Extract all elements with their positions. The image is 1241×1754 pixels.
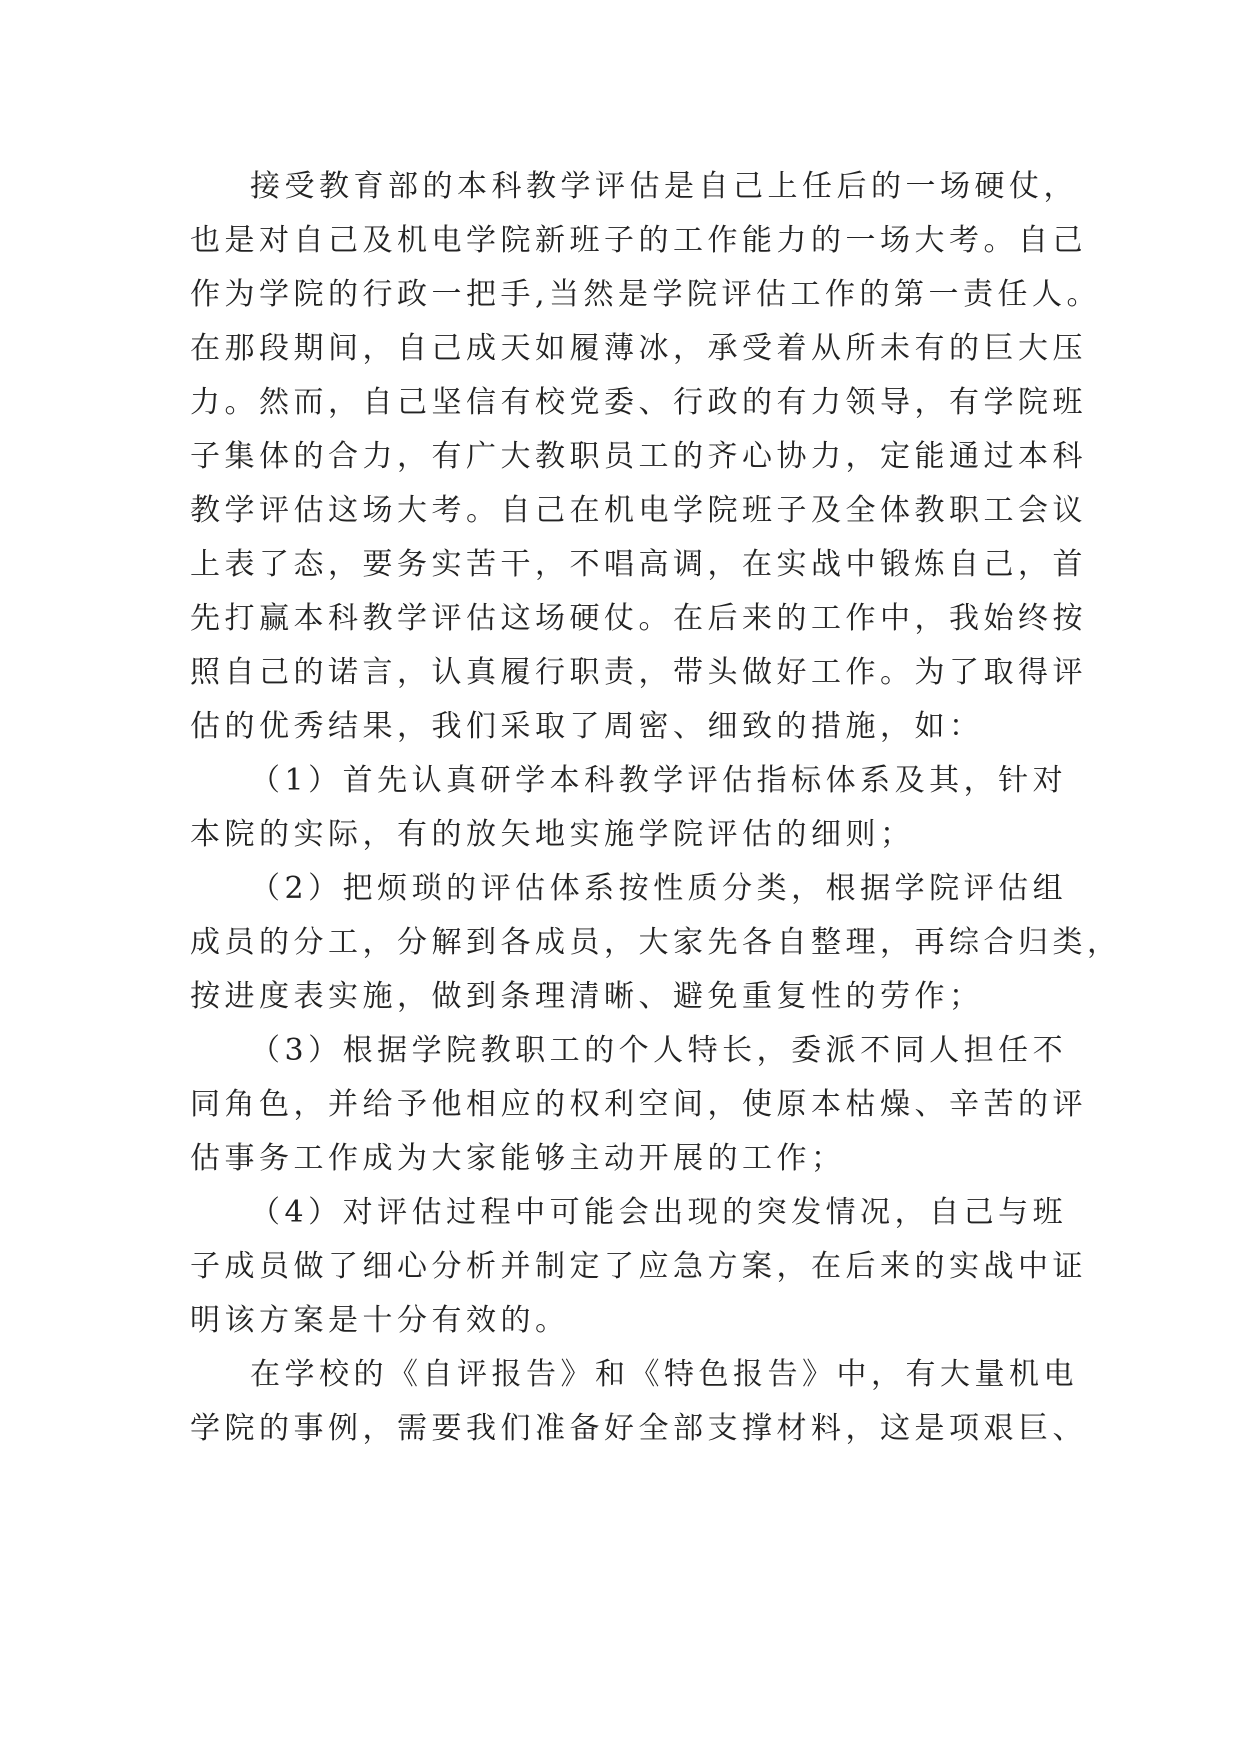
paragraph-line: 作为学院的行政一把手,当然是学院评估工作的第一责任人。 — [190, 277, 1102, 312]
list-item-line: 同角色，并给予他相应的权利空间，使原本枯燥、辛苦的评 — [190, 1087, 1087, 1122]
paragraph-line: 也是对自己及机电学院新班子的工作能力的一场大考。自己 — [190, 223, 1087, 258]
paragraph-line: 在学校的《自评报告》和《特色报告》中，有大量机电 — [250, 1357, 1078, 1392]
list-item-line: 子成员做了细心分析并制定了应急方案，在后来的实战中证 — [190, 1249, 1087, 1284]
list-item-line: （4）对评估过程中可能会出现的突发情况，自己与班 — [250, 1195, 1068, 1230]
paragraph-line: 估的优秀结果，我们采取了周密、细致的措施，如： — [190, 709, 984, 744]
paragraph-line: 接受教育部的本科教学评估是自己上任后的一场硬仗， — [250, 169, 1078, 204]
list-item-line: （3）根据学院教职工的个人特长，委派不同人担任不 — [250, 1033, 1068, 1068]
paragraph-line: 在那段期间，自己成天如履薄冰，承受着从所未有的巨大压 — [190, 331, 1087, 366]
paragraph-line: 教学评估这场大考。自己在机电学院班子及全体教职工会议 — [190, 493, 1087, 528]
list-item-line: 明该方案是十分有效的。 — [190, 1303, 570, 1338]
body-text — [190, 160, 1122, 1456]
paragraph-line: 学院的事例，需要我们准备好全部支撑材料，这是项艰巨、 — [190, 1411, 1087, 1446]
paragraph-line: 先打赢本科教学评估这场硬仗。在后来的工作中，我始终按 — [190, 601, 1087, 636]
paragraph-line: 上表了态，要务实苦干，不唱高调，在实战中锻炼自己，首 — [190, 547, 1087, 582]
list-item-line: （1）首先认真研学本科教学评估指标体系及其，针对 — [250, 763, 1068, 798]
list-item-line: （2）把烦琐的评估体系按性质分类，根据学院评估组 — [250, 871, 1068, 906]
paragraph-line: 子集体的合力，有广大教职员工的齐心协力，定能通过本科 — [190, 439, 1087, 474]
paragraph-line: 力。然而，自己坚信有校党委、行政的有力领导，有学院班 — [190, 385, 1087, 420]
list-item-line: 估事务工作成为大家能够主动开展的工作； — [190, 1141, 846, 1176]
paragraph-line: 照自己的诺言，认真履行职责，带头做好工作。为了取得评 — [190, 655, 1087, 690]
list-item-line: 按进度表实施，做到条理清晰、避免重复性的劳作； — [190, 979, 984, 1014]
list-item-line: 本院的实际，有的放矢地实施学院评估的细则； — [190, 817, 915, 852]
list-item-line: 成员的分工，分解到各成员，大家先各自整理，再综合归类， — [190, 925, 1122, 960]
